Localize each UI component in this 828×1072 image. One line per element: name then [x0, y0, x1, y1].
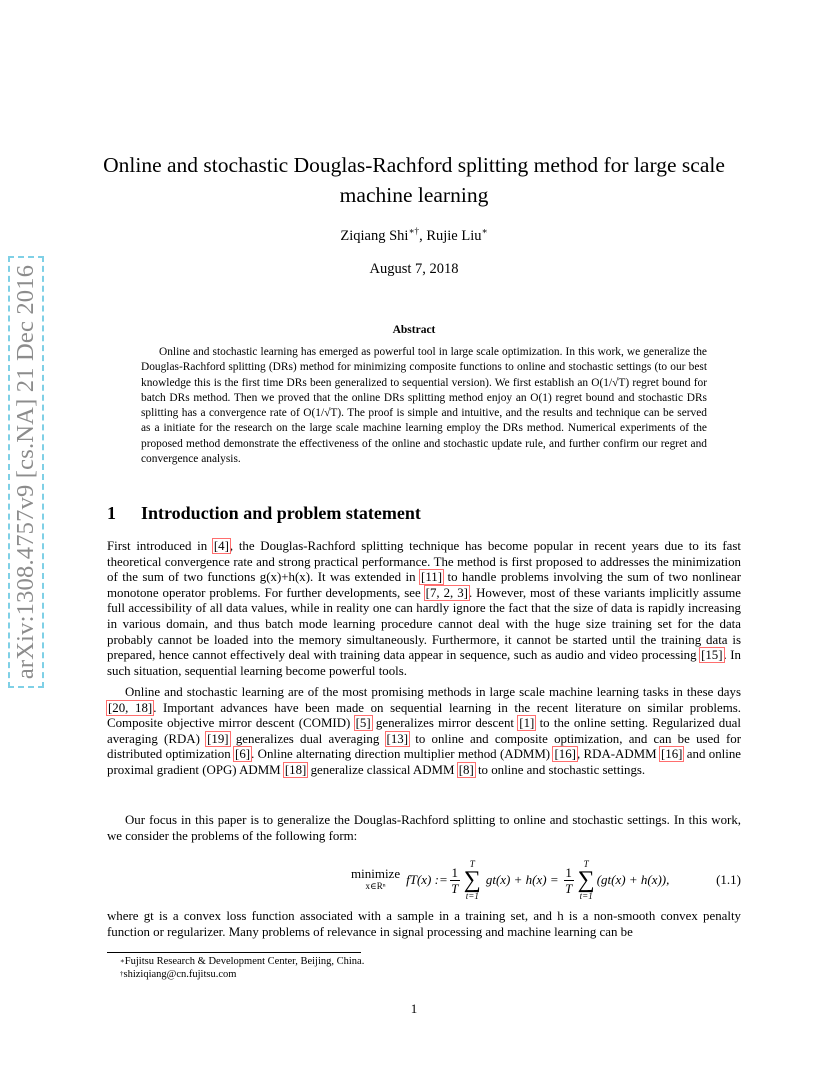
footnote-email — [120, 968, 236, 981]
section-number: 1 — [107, 503, 116, 523]
text-run: to the online setting. Regularized dual averaging (RDA) — [107, 716, 741, 746]
text-run: generalizes mirror descent — [371, 716, 519, 731]
numerator: 1 — [565, 864, 572, 880]
text-run: to online and stochastic settings. — [474, 762, 646, 777]
text-run: , RDA-ADMM — [576, 747, 660, 762]
paper-date: August 7, 2018 — [369, 261, 459, 277]
equation-rhs: (gt(x) + h(x)), — [596, 872, 670, 887]
section-title: Introduction and problem statement — [141, 503, 421, 523]
text-run: to online and composite optimization, and can be used for distributed optimization — [107, 731, 741, 762]
equation-middle: gt(x) + h(x) = — [485, 872, 559, 887]
author-marks: ∗ — [481, 226, 488, 236]
minimize-operator — [351, 867, 400, 893]
footnote-rule — [107, 952, 361, 953]
abstract-heading: Abstract — [392, 324, 436, 336]
citation-link[interactable]: [11] — [421, 570, 443, 585]
text-run: Online and stochastic learning are of the most promising methods in large scale machine learning tasks in these days — [125, 685, 741, 699]
denominator: T — [564, 880, 573, 896]
author-name: Ziqiang Shi — [340, 228, 409, 244]
summation — [464, 859, 481, 901]
paragraph-3: Our focus in this paper is to generalize the Douglas-Rachford splitting to online and stochastic settings. In this work, we consider the problems of the following form: — [107, 813, 741, 843]
citation-link[interactable]: [16] — [554, 747, 576, 762]
paragraph-4: where gt is a convex loss function associated with a sample in a training set, and h is a non-smooth convex penalty function or regularizer. Many problems of relevance in signal processing and machine learning can be — [107, 909, 741, 939]
equation-body — [351, 856, 731, 904]
citation-link[interactable]: [4] — [213, 539, 229, 553]
arxiv-stamp[interactable] — [8, 256, 44, 688]
minimize-word: minimize — [351, 866, 401, 881]
fraction — [450, 866, 460, 895]
sum-upper-limit: T — [469, 859, 475, 869]
text-run: generalizes dual averaging — [229, 731, 386, 746]
page-number: 1 — [410, 1001, 418, 1016]
equation-1-1 — [107, 856, 741, 904]
paragraph-1 — [107, 539, 741, 679]
author-separator: , — [419, 228, 427, 244]
text-run: . However, most of these variants implicitly assume full accessibility of all data values, while in reality one can hardly ignore the fact that the size of data is rapidly increasing in various domain, and thus batch mode learning procedure cannot deal with the huge size training set for the data probably cannot be loaded into the memory simultaneously. Furthermore, it cannot be started until the training data is prepared, hence cannot effectively deal with training data appear in sequence, such as audio and video processing — [107, 585, 741, 663]
citation-link[interactable]: [15] — [701, 648, 723, 663]
equation-lhs: fT(x) := — [406, 872, 448, 887]
sum-symbol: ∑ — [463, 867, 481, 893]
paper-title: Online and stochastic Douglas-Rachford splitting method for large scale machine learning — [103, 153, 725, 207]
footnote-text: Fujitsu Research & Development Center, Beijing, China. — [124, 956, 365, 967]
author-marks: ∗† — [408, 226, 420, 236]
footnote-mark: ∗ — [120, 957, 125, 965]
citation-link[interactable]: [18] — [284, 762, 307, 777]
fraction — [564, 866, 574, 895]
minimize-subscript: x∈Rⁿ — [365, 881, 386, 891]
citation-link[interactable]: [13] — [386, 731, 409, 746]
denominator: T — [451, 880, 459, 896]
section-heading — [107, 503, 421, 524]
author-name: Rujie Liu — [426, 228, 482, 244]
citation-link[interactable]: [6] — [235, 747, 251, 762]
equation-number: (1.1) — [716, 872, 741, 887]
footnote-text[interactable]: shiziqiang@cn.fujitsu.com — [123, 969, 237, 980]
sum-upper-limit: T — [583, 859, 589, 869]
sum-lower-limit: t=1 — [465, 891, 479, 901]
arxiv-id[interactable]: arXiv:1308.4757v9 [cs.NA] 21 Dec 2016 — [12, 264, 39, 680]
citation-link[interactable]: [8] — [458, 762, 474, 777]
text-run: and online proximal gradient (OPG) ADMM — [107, 747, 741, 777]
text-run: , the Douglas-Rachford splitting technique has become popular in recent years due to its fast theoretical convergence rate and strong practical performance. The method is first proposed to addresses the minimization of the sum of two functions g(x)+h(x). It was extended in — [107, 539, 741, 585]
authors — [0, 228, 828, 245]
sum-symbol: ∑ — [577, 867, 595, 893]
citation-link[interactable]: [16] — [660, 747, 683, 762]
text-run: First introduced in — [107, 539, 213, 553]
citation-link[interactable]: [1] — [519, 716, 535, 731]
text-run: to handle problems involving the sum of two nonlinear monotone operator problems. For further developments, see — [107, 570, 741, 600]
paragraph-2 — [107, 685, 741, 779]
citation-link[interactable]: [5] — [355, 716, 371, 731]
citation-link[interactable]: [20, 18] — [108, 700, 153, 715]
citation-link[interactable]: [19] — [207, 731, 229, 746]
summation — [578, 859, 595, 901]
text-run: . Online alternating direction multiplier method (ADMM) — [251, 747, 554, 762]
citation-link[interactable]: [7, 2, 3] — [425, 585, 468, 600]
numerator: 1 — [451, 864, 458, 880]
sum-lower-limit: t=1 — [579, 891, 593, 901]
footnote-affiliation — [120, 955, 364, 968]
text-run: generalize classical ADMM — [307, 762, 458, 777]
footnote-mark: † — [120, 970, 124, 978]
abstract-text: Online and stochastic learning has emerged as powerful tool in large scale optimization. In this work, we generalize the Douglas-Rachford splitting (DRs) method for minimizing composite functions to online and stochastic settings (to our best knowledge this is the first time DRs been generalized to sequential version). We first establish an O(1/√T) regret bound for batch DRs method. Then we proved that the online DRs splitting method enjoy an O(1) regret bound and stochastic DRs splitting has a convergence rate of O(1/√T). The proof is simple and intuitive, and the results and technique can be served as a initiate for the research on the large scale machine learning employ the DRs method. Numerical experiments of the proposed method demonstrate the effectiveness of the online and stochastic update rule, and further confirm our regret and convergence analysis. — [141, 346, 707, 466]
text-run: . Important advances have been made on sequential learning in the recent literature on similar problems. Composite objective mirror descent (COMID) — [107, 700, 741, 731]
text-run: . In such situation, sequential learning become powerful tools. — [107, 648, 741, 678]
